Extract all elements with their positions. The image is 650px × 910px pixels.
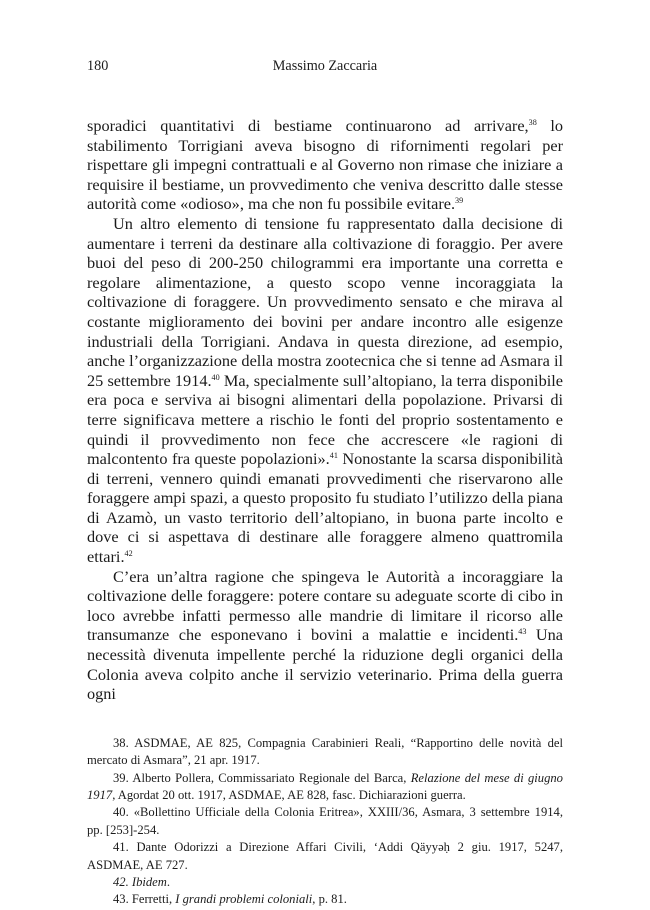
footnote-ref: 40	[211, 372, 220, 382]
footnote	[87, 735, 563, 770]
running-head: Massimo Zaccaria	[272, 58, 378, 74]
footnote	[87, 891, 563, 908]
footnote	[87, 804, 563, 839]
footnotes	[87, 735, 563, 909]
text-run: Ma, specialmente sull’altopiano, la terra disponibile era poca e serviva ai bisogni alimentari della popolazione. Privarsi di terre significava mettere a rischio le fonti del proprio sostentamento e quindi il provvedimento non fece che accrescere «le ragioni di malcontento fra queste popolazioni».	[87, 370, 563, 469]
text-run: 43. Ferretti,	[113, 892, 176, 907]
text-run: Una necessità divenuta impellente perché la riduzione degli organici della Colonia aveva colpito anche il servizio veterinario. Prima della guerra ogni	[87, 625, 563, 704]
text-run: .	[166, 875, 171, 890]
footnote	[87, 874, 563, 891]
page-header	[87, 58, 563, 80]
italic-text: 42. Ibidem	[113, 875, 167, 890]
italic-text: Relazione del mese di giugno 1917	[87, 770, 563, 803]
footnote-ref: 41	[329, 450, 338, 460]
book-page	[87, 58, 563, 909]
text-run: Un altro elemento di tensione fu rappresentato dalla decisione di aumentare i terreni da destinare alla coltivazione di foraggio. Per avere buoi del peso di 200-250 chilogrammi era importante una corretta e regolare alimentazione, a questo scopo venne incoraggiata la coltivazione di foraggere. Un provvedimento sensato e che mirava al costante miglioramento dei bovini per andare incontro alle esigenze industriali della Torrigiani. Andava in questa direzione, ad esempio, anche l’organizzazione della mostra zootecnica che si tenne ad Asmara il 25 settembre 1914.	[87, 213, 563, 390]
footnote	[87, 770, 563, 805]
page-number: 180	[87, 58, 109, 74]
text-run: 41. Dante Odorizzi a Direzione Affari Civili, ‘Addi Qäyyəḥ 2 giu. 1917, 5247, ASDMAE, AE 727.	[87, 840, 563, 872]
footnote	[87, 839, 563, 874]
paragraph	[87, 116, 563, 214]
paragraph	[87, 214, 563, 567]
footnote-ref: 38	[528, 117, 537, 127]
text-run: , Agordat 20 ott. 1917, ASDMAE, AE 828, fasc. Dichiarazioni guerra.	[112, 788, 466, 803]
text-run: 39. Alberto Pollera, Commissariato Regionale del Barca,	[113, 770, 411, 785]
footnote-ref: 43	[518, 627, 527, 637]
text-run: 38. ASDMAE, AE 825, Compagnia Carabinieri Reali, “Rapportino delle novità del mercato di Asmara”, 21 apr. 1917.	[87, 735, 563, 768]
footnote-ref: 39	[455, 196, 464, 206]
text-run: Nonostante la scarsa disponibilità di terreni, vennero quindi emanati provvedimenti che riservarono alle foraggere ampi spazi, a questo proposito fu studiato l’utilizzo della piana di Azamò, un vasto territorio dell’altopiano, in buona parte incolto e dove ci si aspettava di destinare alle foraggere almeno quattromila ettari.	[87, 449, 563, 567]
text-run: 40. «Bollettino Ufficiale della Colonia Eritrea», XXIII/36, Asmara, 3 settembre 1914, pp. [253]-254.	[87, 805, 563, 837]
main-text	[87, 116, 563, 704]
text-run: C’era un’altra ragione che spingeva le Autorità a incoraggiare la coltivazione delle foraggere: potere contare su adeguate scorte di cibo in loco avrebbe infatti permesso alle mandrie di limitare il ricorso alle transumanze che esponevano i bovini a malattie e incidenti.	[87, 566, 563, 645]
text-run: , p. 81.	[312, 892, 347, 907]
paragraph	[87, 567, 563, 704]
text-run: lo stabilimento Torrigiani aveva bisogno di rifornimenti regolari per rispettare gli impegni contrattuali e al Governo non rimase che iniziare a requisire il bestiame, un provvedimento che veniva descritto dalle stesse autorità come «odioso», ma che non fu possibile evitare.	[87, 116, 563, 214]
text-run: sporadici quantitativi di bestiame continuarono ad arrivare,	[87, 116, 529, 135]
italic-text: I grandi problemi coloniali	[175, 892, 313, 907]
footnote-ref: 42	[124, 548, 133, 558]
